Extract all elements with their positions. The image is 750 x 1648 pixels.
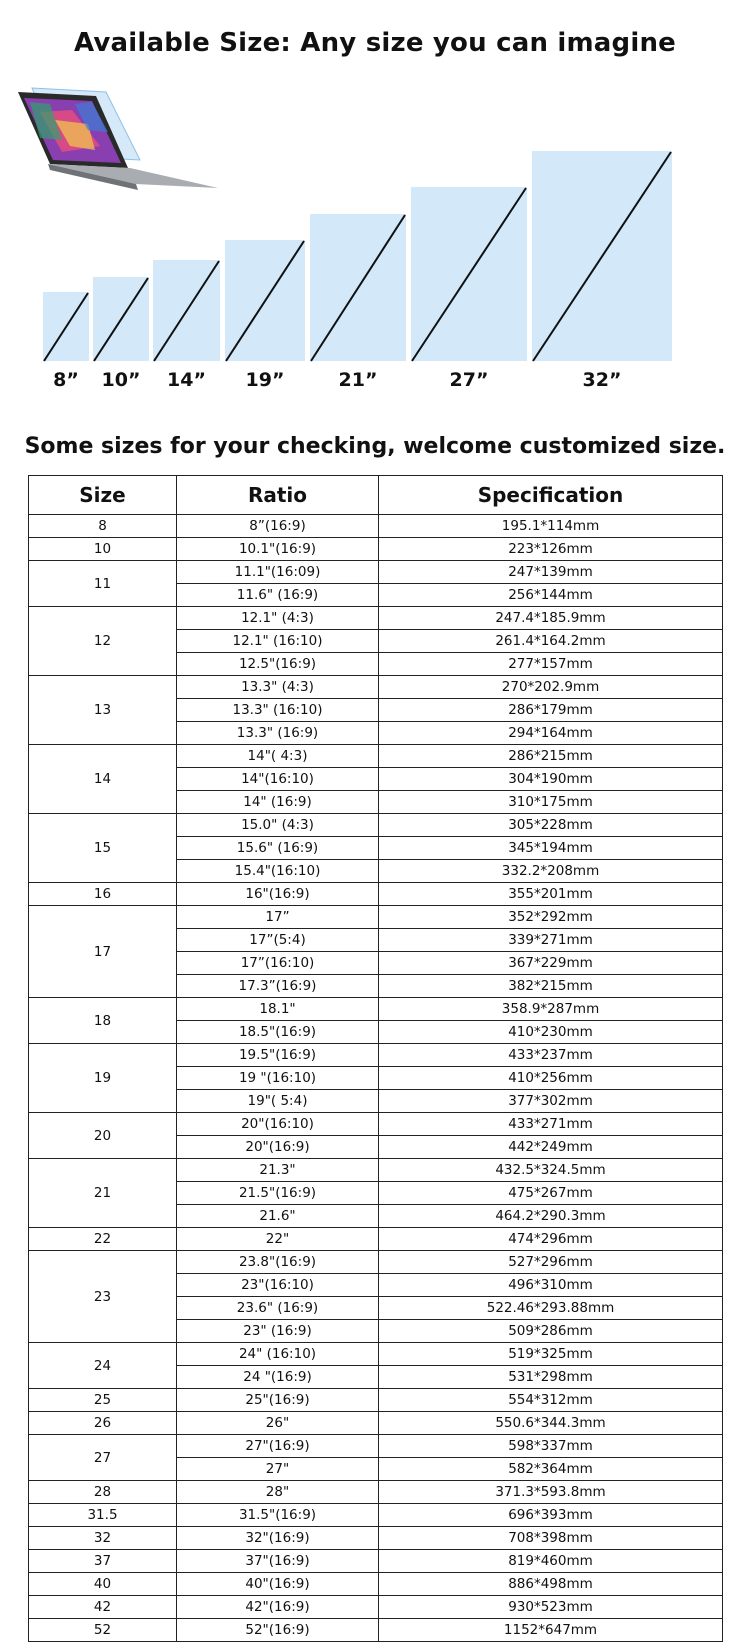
spec-cell: 286*179mm bbox=[379, 699, 723, 722]
table-row bbox=[29, 1113, 723, 1136]
screen-size-label: 21” bbox=[338, 369, 378, 391]
table-row bbox=[29, 1228, 723, 1251]
ratio-cell: 19.5"(16:9) bbox=[177, 1044, 379, 1067]
size-cell: 27 bbox=[29, 1435, 177, 1481]
spec-cell: 294*164mm bbox=[379, 722, 723, 745]
spec-cell: 410*256mm bbox=[379, 1067, 723, 1090]
table-row bbox=[29, 1343, 723, 1366]
ratio-cell: 14" (16:9) bbox=[177, 791, 379, 814]
table-header-row bbox=[29, 476, 723, 515]
ratio-cell: 18.1" bbox=[177, 998, 379, 1021]
ratio-cell: 28" bbox=[177, 1481, 379, 1504]
table-row bbox=[29, 676, 723, 699]
spec-cell: 332.2*208mm bbox=[379, 860, 723, 883]
table-row bbox=[29, 1527, 723, 1550]
spec-cell: 339*271mm bbox=[379, 929, 723, 952]
table-row bbox=[29, 538, 723, 561]
spec-cell: 550.6*344.3mm bbox=[379, 1412, 723, 1435]
ratio-cell: 17.3”(16:9) bbox=[177, 975, 379, 998]
ratio-cell: 13.3" (16:10) bbox=[177, 699, 379, 722]
table-row bbox=[29, 998, 723, 1021]
size-cell: 24 bbox=[29, 1343, 177, 1389]
ratio-cell: 20"(16:10) bbox=[177, 1113, 379, 1136]
size-cell: 13 bbox=[29, 676, 177, 745]
size-cell: 21 bbox=[29, 1159, 177, 1228]
spec-cell: 345*194mm bbox=[379, 837, 723, 860]
table-row bbox=[29, 1550, 723, 1573]
spec-cell: 367*229mm bbox=[379, 952, 723, 975]
ratio-cell: 15.0" (4:3) bbox=[177, 814, 379, 837]
ratio-cell: 24" (16:10) bbox=[177, 1343, 379, 1366]
table-row bbox=[29, 1412, 723, 1435]
screen-size-label: 8” bbox=[53, 369, 79, 391]
spec-cell: 598*337mm bbox=[379, 1435, 723, 1458]
spec-cell: 256*144mm bbox=[379, 584, 723, 607]
spec-cell: 531*298mm bbox=[379, 1366, 723, 1389]
size-cell: 31.5 bbox=[29, 1504, 177, 1527]
ratio-cell: 15.6" (16:9) bbox=[177, 837, 379, 860]
ratio-cell: 13.3" (16:9) bbox=[177, 722, 379, 745]
size-cell: 17 bbox=[29, 906, 177, 998]
spec-cell: 930*523mm bbox=[379, 1596, 723, 1619]
spec-cell: 358.9*287mm bbox=[379, 998, 723, 1021]
spec-cell: 433*271mm bbox=[379, 1113, 723, 1136]
size-cell: 10 bbox=[29, 538, 177, 561]
ratio-cell: 11.1"(16:09) bbox=[177, 561, 379, 584]
spec-cell: 352*292mm bbox=[379, 906, 723, 929]
size-cell: 40 bbox=[29, 1573, 177, 1596]
ratio-cell: 21.5"(16:9) bbox=[177, 1182, 379, 1205]
table-row bbox=[29, 883, 723, 906]
spec-cell: 355*201mm bbox=[379, 883, 723, 906]
size-cell: 52 bbox=[29, 1619, 177, 1642]
ratio-cell: 31.5"(16:9) bbox=[177, 1504, 379, 1527]
ratio-cell: 23.6" (16:9) bbox=[177, 1297, 379, 1320]
ratio-cell: 12.1" (4:3) bbox=[177, 607, 379, 630]
table-caption: Some sizes for your checking, welcome customized size. bbox=[24, 434, 726, 459]
ratio-cell: 8”(16:9) bbox=[177, 515, 379, 538]
ratio-cell: 16"(16:9) bbox=[177, 883, 379, 906]
laptop-illustration bbox=[18, 88, 218, 190]
ratio-cell: 27"(16:9) bbox=[177, 1435, 379, 1458]
ratio-cell: 42"(16:9) bbox=[177, 1596, 379, 1619]
ratio-cell: 21.3" bbox=[177, 1159, 379, 1182]
spec-cell: 1152*647mm bbox=[379, 1619, 723, 1642]
ratio-cell: 40"(16:9) bbox=[177, 1573, 379, 1596]
table-row bbox=[29, 1596, 723, 1619]
table-row bbox=[29, 814, 723, 837]
spec-cell: 377*302mm bbox=[379, 1090, 723, 1113]
ratio-cell: 17”(16:10) bbox=[177, 952, 379, 975]
spec-cell: 819*460mm bbox=[379, 1550, 723, 1573]
spec-cell: 474*296mm bbox=[379, 1228, 723, 1251]
table-row bbox=[29, 1619, 723, 1642]
spec-cell: 382*215mm bbox=[379, 975, 723, 998]
table-row bbox=[29, 906, 723, 929]
spec-cell: 432.5*324.5mm bbox=[379, 1159, 723, 1182]
spec-cell: 519*325mm bbox=[379, 1343, 723, 1366]
size-comparison-graphic bbox=[0, 80, 750, 420]
table-row bbox=[29, 561, 723, 584]
spec-cell: 371.3*593.8mm bbox=[379, 1481, 723, 1504]
size-cell: 32 bbox=[29, 1527, 177, 1550]
size-cell: 11 bbox=[29, 561, 177, 607]
screen-size-label: 27” bbox=[449, 369, 489, 391]
size-cell: 42 bbox=[29, 1596, 177, 1619]
ratio-cell: 18.5"(16:9) bbox=[177, 1021, 379, 1044]
ratio-cell: 14"(16:10) bbox=[177, 768, 379, 791]
size-cell: 20 bbox=[29, 1113, 177, 1159]
screen-size-label: 32” bbox=[582, 369, 622, 391]
spec-cell: 886*498mm bbox=[379, 1573, 723, 1596]
ratio-cell: 19 "(16:10) bbox=[177, 1067, 379, 1090]
spec-cell: 195.1*114mm bbox=[379, 515, 723, 538]
spec-cell: 310*175mm bbox=[379, 791, 723, 814]
spec-cell: 223*126mm bbox=[379, 538, 723, 561]
table-row bbox=[29, 1389, 723, 1412]
ratio-cell: 17”(5:4) bbox=[177, 929, 379, 952]
size-cell: 18 bbox=[29, 998, 177, 1044]
size-cell: 23 bbox=[29, 1251, 177, 1343]
table-row bbox=[29, 745, 723, 768]
spec-cell: 286*215mm bbox=[379, 745, 723, 768]
ratio-cell: 10.1"(16:9) bbox=[177, 538, 379, 561]
ratio-cell: 13.3" (4:3) bbox=[177, 676, 379, 699]
screen-size-label: 19” bbox=[245, 369, 285, 391]
size-cell: 14 bbox=[29, 745, 177, 814]
spec-cell: 582*364mm bbox=[379, 1458, 723, 1481]
screen-size-label: 10” bbox=[101, 369, 141, 391]
ratio-column-header: Ratio bbox=[177, 476, 379, 515]
table-row bbox=[29, 1504, 723, 1527]
spec-cell: 475*267mm bbox=[379, 1182, 723, 1205]
size-labels bbox=[53, 369, 621, 391]
ratio-cell: 21.6" bbox=[177, 1205, 379, 1228]
spec-cell: 708*398mm bbox=[379, 1527, 723, 1550]
spec-cell: 433*237mm bbox=[379, 1044, 723, 1067]
spec-column-header: Specification bbox=[379, 476, 723, 515]
spec-cell: 696*393mm bbox=[379, 1504, 723, 1527]
table-row bbox=[29, 1435, 723, 1458]
table-row bbox=[29, 1159, 723, 1182]
size-cell: 16 bbox=[29, 883, 177, 906]
ratio-cell: 22" bbox=[177, 1228, 379, 1251]
spec-cell: 464.2*290.3mm bbox=[379, 1205, 723, 1228]
table-row bbox=[29, 1481, 723, 1504]
spec-cell: 277*157mm bbox=[379, 653, 723, 676]
ratio-cell: 37"(16:9) bbox=[177, 1550, 379, 1573]
ratio-cell: 23"(16:10) bbox=[177, 1274, 379, 1297]
ratio-cell: 17” bbox=[177, 906, 379, 929]
spec-cell: 410*230mm bbox=[379, 1021, 723, 1044]
spec-cell: 270*202.9mm bbox=[379, 676, 723, 699]
size-cell: 26 bbox=[29, 1412, 177, 1435]
ratio-cell: 52"(16:9) bbox=[177, 1619, 379, 1642]
screen-size-label: 14” bbox=[167, 369, 206, 391]
size-cell: 12 bbox=[29, 607, 177, 676]
spec-cell: 522.46*293.88mm bbox=[379, 1297, 723, 1320]
spec-cell: 442*249mm bbox=[379, 1136, 723, 1159]
page-title: Available Size: Any size you can imagine bbox=[73, 28, 677, 58]
ratio-cell: 23" (16:9) bbox=[177, 1320, 379, 1343]
ratio-cell: 32"(16:9) bbox=[177, 1527, 379, 1550]
spec-cell: 496*310mm bbox=[379, 1274, 723, 1297]
size-cell: 19 bbox=[29, 1044, 177, 1113]
spec-cell: 509*286mm bbox=[379, 1320, 723, 1343]
spec-cell: 261.4*164.2mm bbox=[379, 630, 723, 653]
table-row bbox=[29, 1044, 723, 1067]
ratio-cell: 12.1" (16:10) bbox=[177, 630, 379, 653]
size-cell: 37 bbox=[29, 1550, 177, 1573]
ratio-cell: 23.8"(16:9) bbox=[177, 1251, 379, 1274]
spec-cell: 527*296mm bbox=[379, 1251, 723, 1274]
size-cell: 8 bbox=[29, 515, 177, 538]
spec-cell: 554*312mm bbox=[379, 1389, 723, 1412]
ratio-cell: 12.5"(16:9) bbox=[177, 653, 379, 676]
ratio-cell: 11.6" (16:9) bbox=[177, 584, 379, 607]
size-column-header: Size bbox=[29, 476, 177, 515]
ratio-cell: 20"(16:9) bbox=[177, 1136, 379, 1159]
ratio-cell: 25"(16:9) bbox=[177, 1389, 379, 1412]
ratio-cell: 15.4"(16:10) bbox=[177, 860, 379, 883]
size-cell: 28 bbox=[29, 1481, 177, 1504]
size-cell: 25 bbox=[29, 1389, 177, 1412]
ratio-cell: 19"( 5:4) bbox=[177, 1090, 379, 1113]
ratio-cell: 24 "(16:9) bbox=[177, 1366, 379, 1389]
table-row bbox=[29, 1573, 723, 1596]
spec-cell: 304*190mm bbox=[379, 768, 723, 791]
ratio-cell: 27" bbox=[177, 1458, 379, 1481]
size-cell: 15 bbox=[29, 814, 177, 883]
spec-cell: 247*139mm bbox=[379, 561, 723, 584]
size-spec-table bbox=[28, 475, 723, 1642]
table-row bbox=[29, 515, 723, 538]
spec-cell: 247.4*185.9mm bbox=[379, 607, 723, 630]
size-cell: 22 bbox=[29, 1228, 177, 1251]
table-row bbox=[29, 607, 723, 630]
spec-cell: 305*228mm bbox=[379, 814, 723, 837]
ratio-cell: 26" bbox=[177, 1412, 379, 1435]
ratio-cell: 14"( 4:3) bbox=[177, 745, 379, 768]
table-row bbox=[29, 1251, 723, 1274]
